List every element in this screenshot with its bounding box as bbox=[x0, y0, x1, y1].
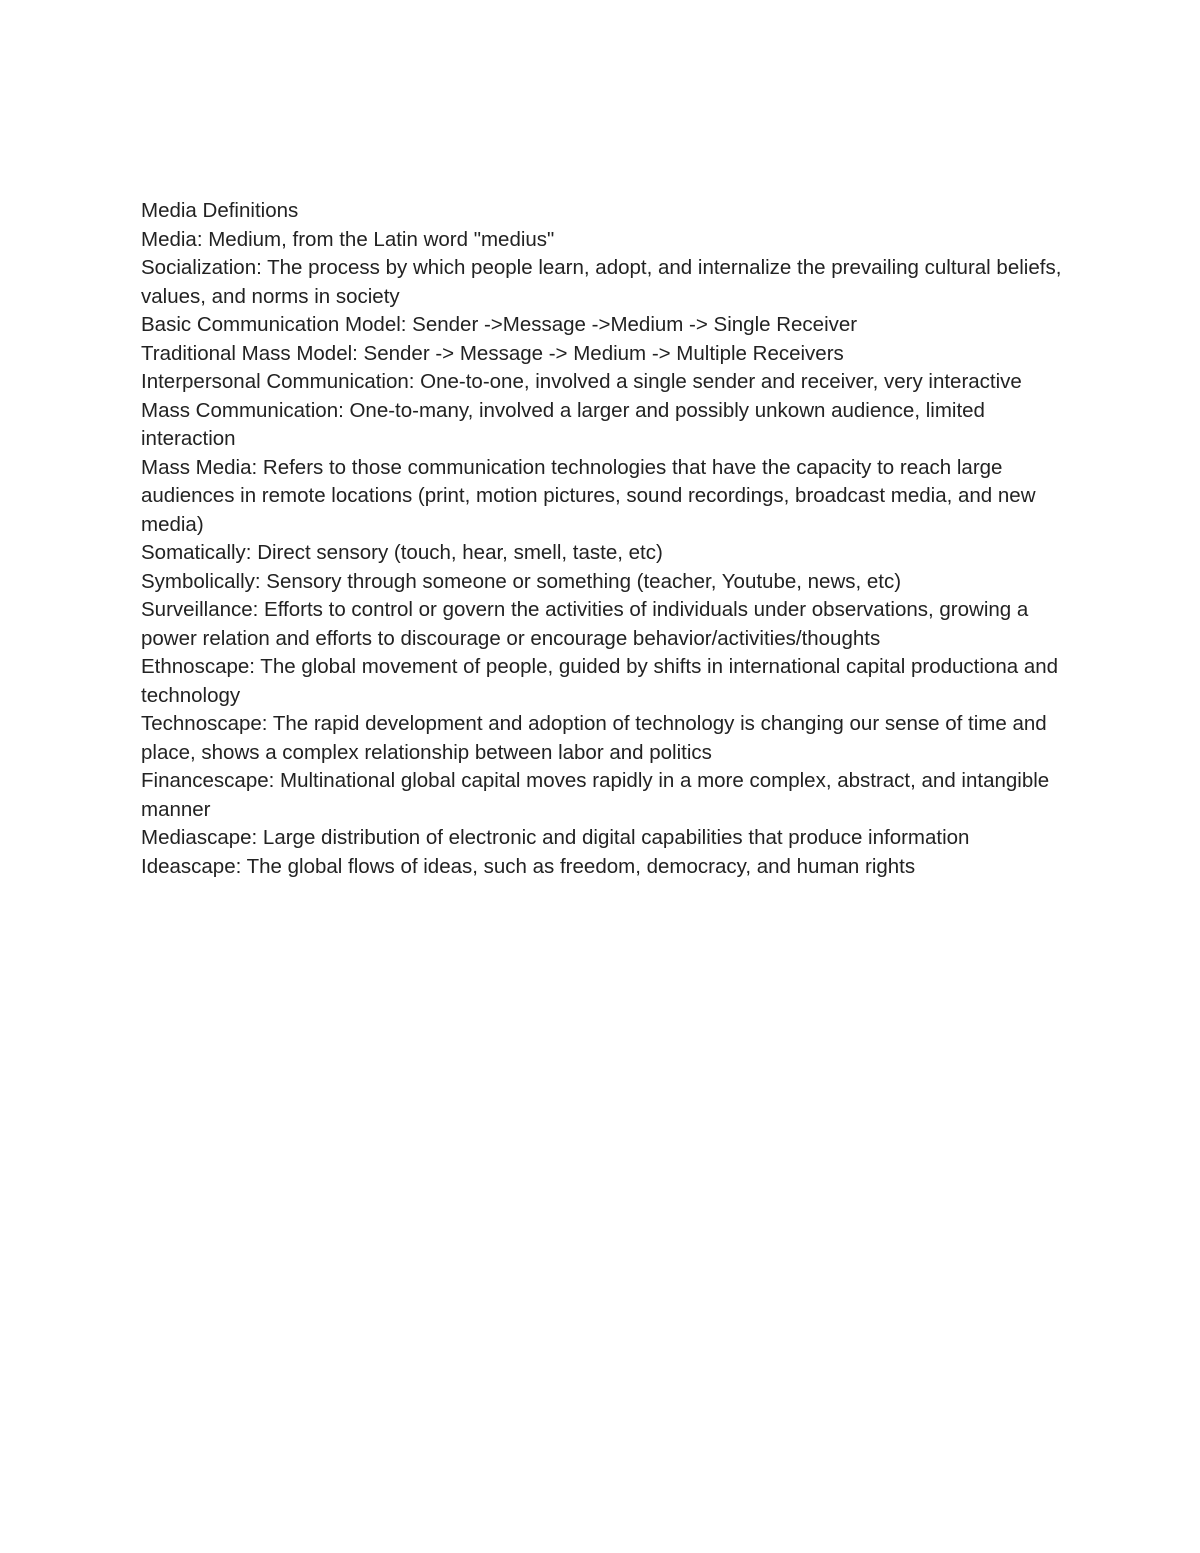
definition-basic-communication-model: Basic Communication Model: Sender ->Message ->Medium -> Single Receiver bbox=[141, 313, 858, 336]
definition-ideascape: Ideascape: The global flows of ideas, such as freedom, democracy, and human rights bbox=[141, 854, 916, 878]
definition-traditional-mass-model: Traditional Mass Model: Sender -> Message -> Medium -> Multiple Receivers bbox=[141, 341, 844, 365]
definition-surveillance: Surveillance: Efforts to control or govern the activities of individuals under observations, growing a power relation and efforts to discourage or encourage behavior/activities/thoughts bbox=[141, 598, 1029, 650]
definition-mass-media: Mass Media: Refers to those communication technologies that have the capacity to reach large audiences in remote locations (print, motion pictures, sound recordings, broadcast media, and new media) bbox=[141, 455, 1036, 536]
definition-interpersonal-communication: Interpersonal Communication: One-to-one, involved a single sender and receiver, very interactive bbox=[141, 370, 1022, 393]
definition-somatically: Somatically: Direct sensory (touch, hear, smell, taste, etc) bbox=[141, 541, 663, 564]
definition-mass-communication: Mass Communication: One-to-many, involved a larger and possibly unkown audience, limited interaction bbox=[141, 398, 985, 450]
definition-media: Media: Medium, from the Latin word "medius" bbox=[141, 227, 555, 251]
definition-ethnoscape: Ethnoscape: The global movement of people, guided by shifts in international capital productiona and technology bbox=[141, 655, 1059, 707]
definition-socialization: Socialization: The process by which people learn, adopt, and internalize the prevailing cultural beliefs, values, and norms in society bbox=[141, 256, 1062, 308]
definition-symbolically: Symbolically: Sensory through someone or something (teacher, Youtube, news, etc) bbox=[141, 569, 902, 593]
definition-mediascape: Mediascape: Large distribution of electronic and digital capabilities that produce information bbox=[141, 826, 970, 849]
definition-technoscape: Technoscape: The rapid development and adoption of technology is changing our sense of time and place, shows a complex relationship between labor and politics bbox=[141, 712, 1047, 764]
definition-financescape: Financescape: Multinational global capital moves rapidly in a more complex, abstract, and intangible manner bbox=[141, 769, 1050, 821]
document-title: Media Definitions bbox=[141, 199, 299, 222]
document-body bbox=[141, 197, 1066, 881]
